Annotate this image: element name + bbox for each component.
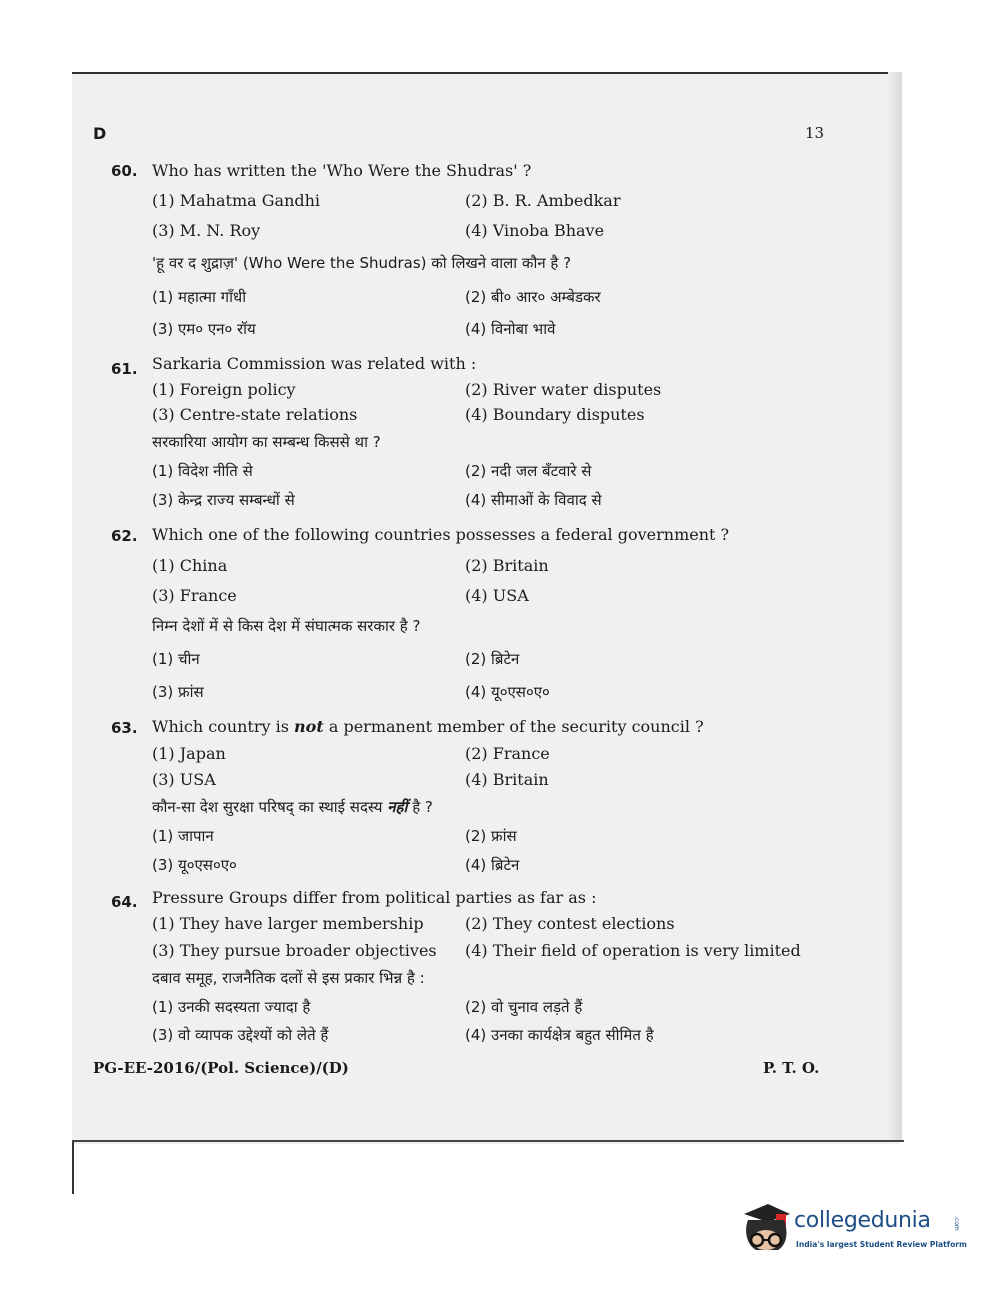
option-3-en: (3) M. N. Roy bbox=[152, 221, 261, 240]
option-3-hi: (3) फ्रांस bbox=[152, 683, 204, 701]
question-number: 64. bbox=[111, 893, 138, 911]
option-4-hi: (4) उनका कार्यक्षेत्र बहुत सीमित है bbox=[465, 1026, 654, 1044]
please-turn-over: P. T. O. bbox=[763, 1059, 820, 1077]
logo-wordmark: collegedunia bbox=[794, 1208, 931, 1233]
question-number: 60. bbox=[111, 162, 138, 180]
option-2-hi: (2) फ्रांस bbox=[465, 827, 517, 845]
logo-tagline: India's largest Student Review Platform bbox=[796, 1240, 967, 1249]
question-text-en: Who has written the 'Who Were the Shudras' ? bbox=[152, 161, 532, 180]
page-number: 13 bbox=[805, 124, 825, 142]
scan-corner-mark bbox=[72, 1142, 74, 1194]
option-1-en: (1) China bbox=[152, 556, 228, 575]
option-1-hi: (1) जापान bbox=[152, 827, 214, 845]
emphasis-not-hi: नहीं bbox=[387, 798, 408, 816]
question-text-part: कौन-सा देश सुरक्षा परिषद् का स्थाई सदस्य bbox=[152, 798, 383, 816]
question-text-hi bbox=[152, 797, 433, 817]
question-set-letter: D bbox=[93, 124, 107, 143]
scan-bottom-border bbox=[72, 1140, 904, 1142]
question-text-en: Which one of the following countries possesses a federal government ? bbox=[152, 525, 730, 544]
collegedunia-logo bbox=[738, 1200, 967, 1260]
option-2-hi: (2) नदी जल बँटवारे से bbox=[465, 462, 592, 480]
exam-code: PG-EE-2016/(Pol. Science)/(D) bbox=[93, 1059, 349, 1077]
option-4-hi: (4) सीमाओं के विवाद से bbox=[465, 491, 602, 509]
option-3-en: (3) USA bbox=[152, 770, 216, 789]
option-4-hi: (4) विनोबा भावे bbox=[465, 320, 556, 338]
option-1-hi: (1) चीन bbox=[152, 650, 200, 668]
option-4-hi: (4) ब्रिटेन bbox=[465, 856, 520, 874]
option-3-en: (3) France bbox=[152, 586, 237, 605]
option-1-en: (1) Foreign policy bbox=[152, 380, 296, 399]
option-4-en: (4) Their field of operation is very limited bbox=[465, 941, 801, 960]
question-text-part: Which country is bbox=[152, 717, 289, 736]
question-text-hi: सरकारिया आयोग का सम्बन्ध किससे था ? bbox=[152, 433, 381, 451]
student-mascot-icon bbox=[738, 1200, 794, 1258]
option-3-hi: (3) वो व्यापक उद्देश्यों को लेते हैं bbox=[152, 1026, 329, 1044]
question-number: 62. bbox=[111, 527, 138, 545]
option-3-hi: (3) केन्द्र राज्य सम्बन्धों से bbox=[152, 491, 295, 509]
emphasis-not: not bbox=[294, 717, 324, 736]
option-4-hi: (4) यू०एस०ए० bbox=[465, 683, 550, 701]
option-2-hi: (2) वो चुनाव लड़ते हैं bbox=[465, 998, 583, 1016]
option-1-hi: (1) विदेश नीति से bbox=[152, 462, 253, 480]
option-3-en: (3) Centre-state relations bbox=[152, 405, 358, 424]
scan-shadow-edge bbox=[888, 72, 902, 1142]
option-3-hi: (3) एम० एन० रॉय bbox=[152, 320, 256, 338]
option-2-hi: (2) बी० आर० अम्बेडकर bbox=[465, 288, 601, 306]
question-text-hi: 'हू वर द शुद्राज़' (Who Were the Shudras) को लिखने वाला कौन है ? bbox=[152, 254, 572, 272]
option-2-en: (2) Britain bbox=[465, 556, 549, 575]
option-2-hi: (2) ब्रिटेन bbox=[465, 650, 520, 668]
option-3-hi: (3) यू०एस०ए० bbox=[152, 856, 237, 874]
question-number: 61. bbox=[111, 360, 138, 378]
option-4-en: (4) Britain bbox=[465, 770, 549, 789]
option-4-en: (4) Boundary disputes bbox=[465, 405, 645, 424]
question-text-en: Sarkaria Commission was related with : bbox=[152, 354, 477, 373]
option-1-en: (1) Japan bbox=[152, 744, 226, 763]
option-1-en: (1) They have larger membership bbox=[152, 914, 424, 933]
option-1-en: (1) Mahatma Gandhi bbox=[152, 191, 321, 210]
option-2-en: (2) B. R. Ambedkar bbox=[465, 191, 621, 210]
logo-domain-suffix: .com bbox=[953, 1216, 960, 1231]
option-4-en: (4) USA bbox=[465, 586, 529, 605]
question-text-part: a permanent member of the security council ? bbox=[328, 717, 704, 736]
option-2-en: (2) River water disputes bbox=[465, 380, 662, 399]
option-2-en: (2) France bbox=[465, 744, 550, 763]
option-1-hi: (1) महात्मा गाँधी bbox=[152, 288, 247, 306]
question-text-en bbox=[152, 717, 704, 736]
option-4-en: (4) Vinoba Bhave bbox=[465, 221, 605, 240]
option-2-en: (2) They contest elections bbox=[465, 914, 675, 933]
question-number: 63. bbox=[111, 719, 138, 737]
question-text-en: Pressure Groups differ from political parties as far as : bbox=[152, 888, 597, 907]
question-text-hi: निम्न देशों में से किस देश में संघात्मक सरकार है ? bbox=[152, 617, 421, 635]
question-text-hi: दबाव समूह, राजनैतिक दलों से इस प्रकार भिन्न है : bbox=[152, 969, 425, 987]
question-text-part: है ? bbox=[412, 798, 433, 816]
option-1-hi: (1) उनकी सदस्यता ज्यादा है bbox=[152, 998, 311, 1016]
option-3-en: (3) They pursue broader objectives bbox=[152, 941, 437, 960]
